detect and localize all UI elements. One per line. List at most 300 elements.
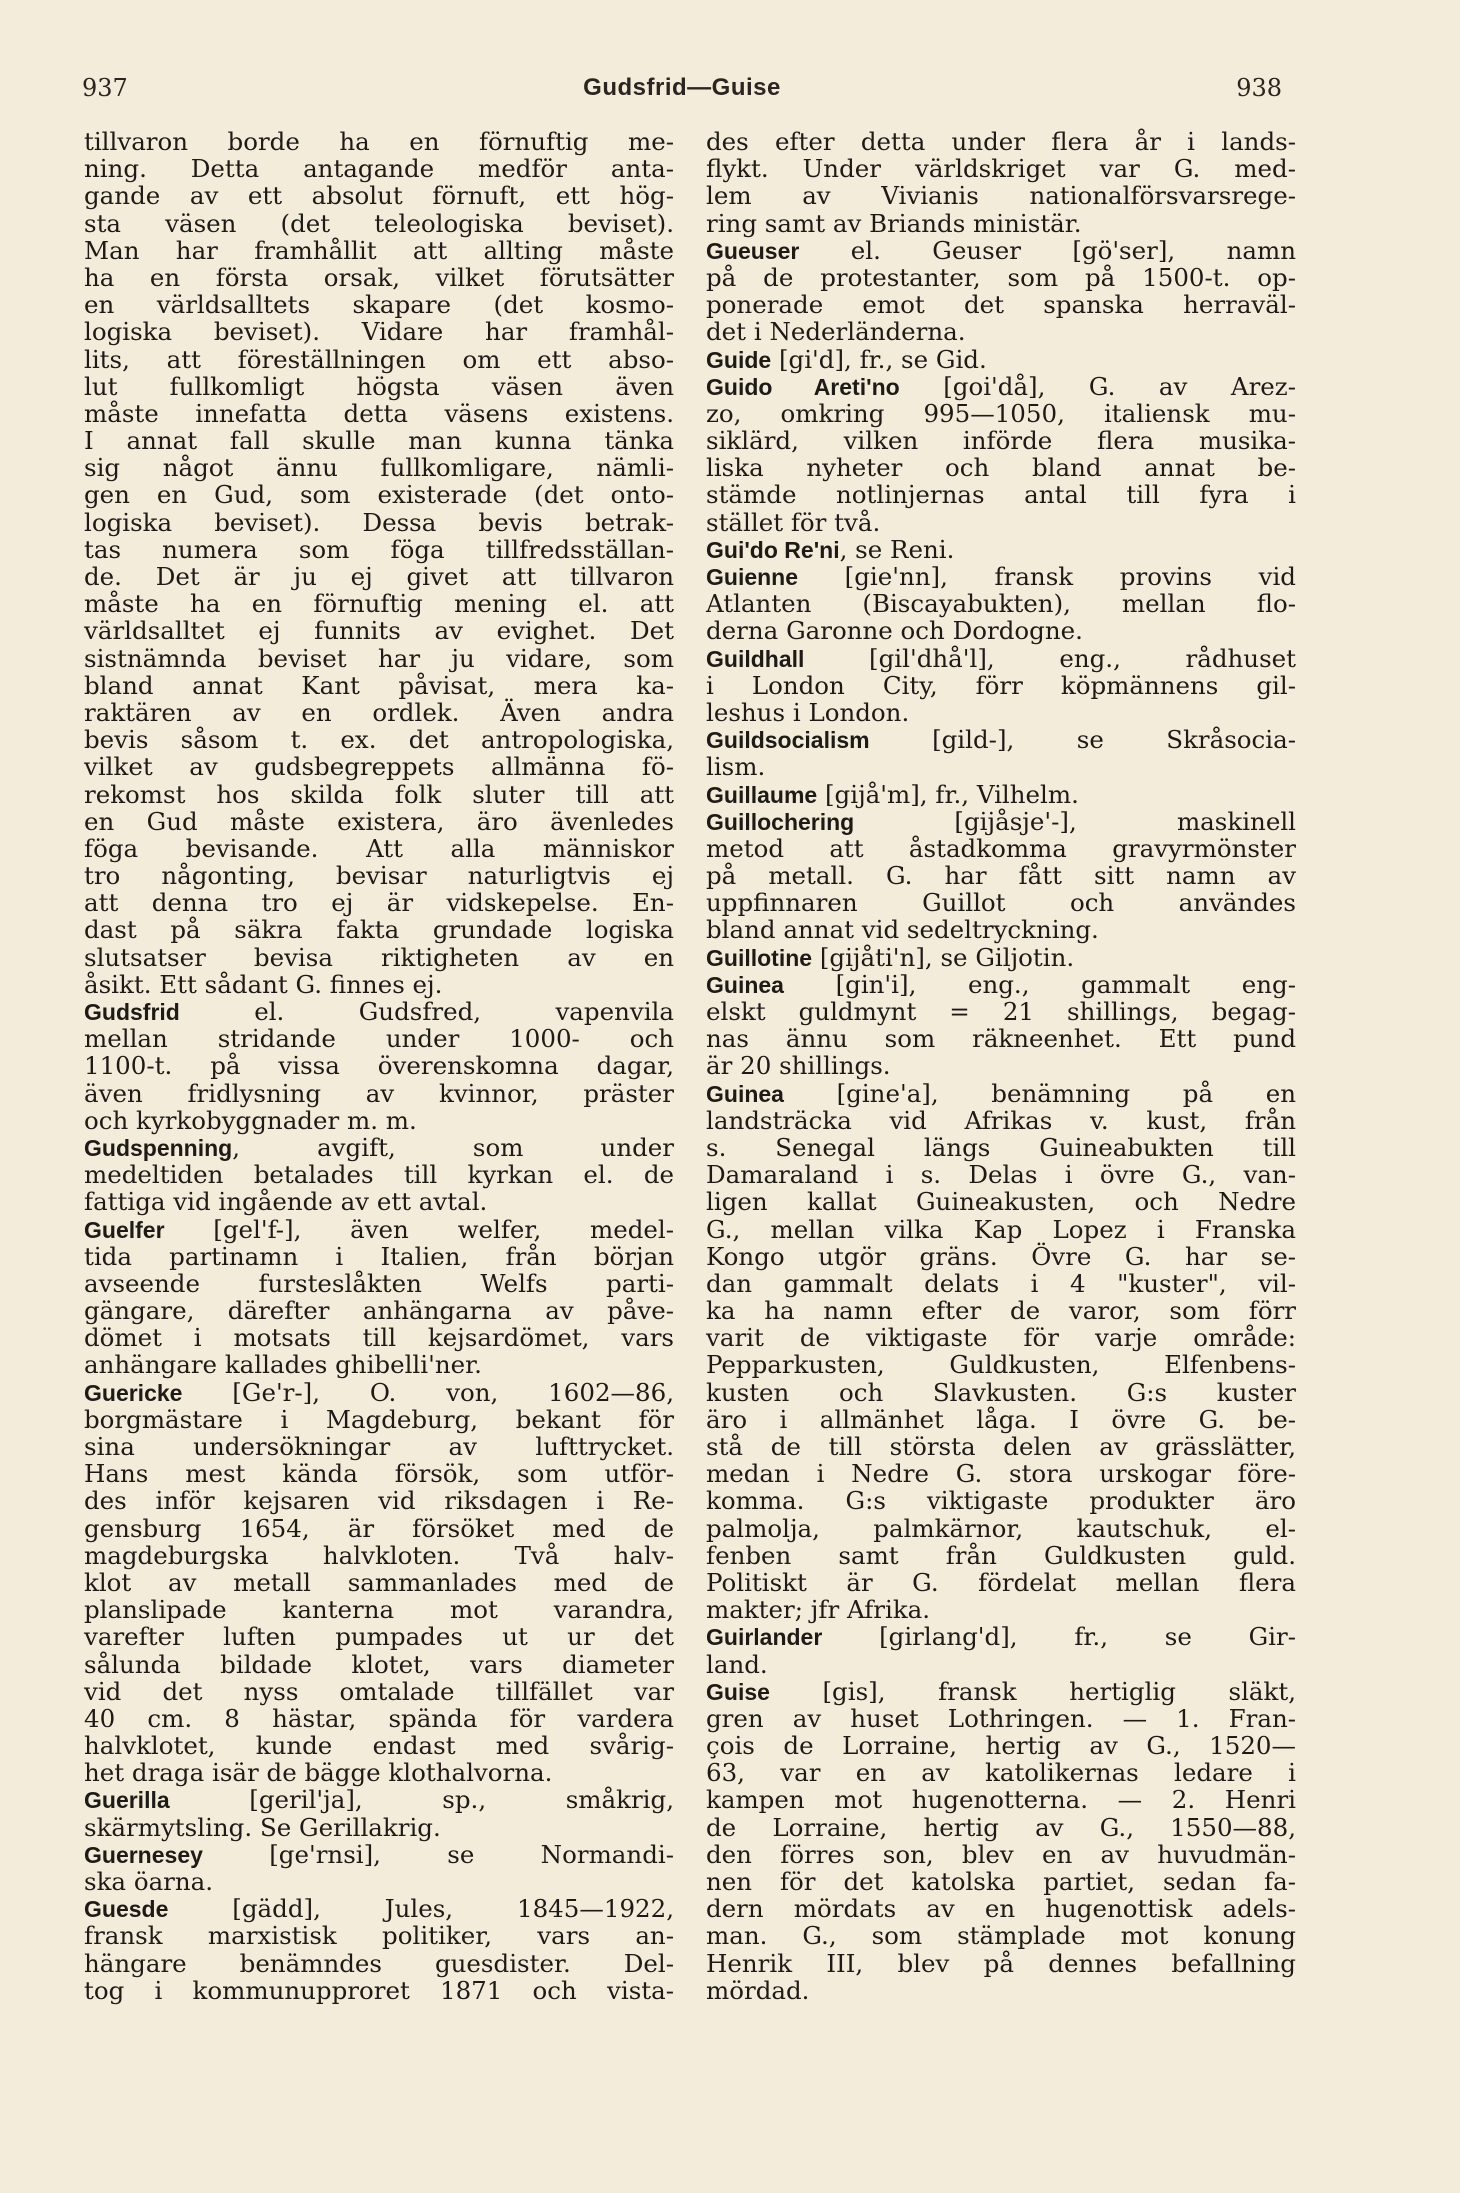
entry-headword: Guillochering [706,808,855,835]
text-line [706,454,1296,481]
text-line [84,536,674,563]
line-text: ning. Detta antagande medför anta- [84,154,674,184]
text-line [706,862,1296,889]
line-text: Man har framhållit att allting måste [84,235,674,265]
text-line [706,1433,1296,1460]
text-line [706,1351,1296,1378]
text-line [84,835,674,862]
text-line [706,427,1296,454]
text-line [84,1052,674,1079]
line-text: nas ännu som räkneenhet. Ett pund [706,1024,1296,1054]
text-line [706,1406,1296,1433]
line-text: [gie'nn], fransk provins vid [798,562,1296,591]
line-text: dast på säkra fakta grundade logiska [84,915,674,945]
text-line [706,1243,1296,1270]
line-text: stå de till största delen av grässlätter, [706,1432,1296,1461]
text-line [84,373,674,400]
line-text: äro i allmänhet låga. I övre G. be- [706,1404,1296,1434]
line-text: [geril'ja], sp., småkrig, [169,1785,674,1815]
text-line [84,672,674,699]
entry-headword: Guernesey [84,1841,203,1868]
line-text: raktären av en ordlek. Även andra [84,697,674,727]
text-line [706,590,1296,617]
entry-headword: Guirlander [706,1624,823,1651]
line-text: måste innefatta detta väsens existens. [84,398,674,428]
text-line [706,1922,1296,1949]
line-text: klot av metall sammanlades med de [84,1567,674,1597]
line-text: komma. G:s viktigaste produkter äro [706,1486,1296,1516]
text-line [706,726,1296,753]
text-line [84,1678,674,1705]
text-line [84,1515,674,1542]
text-line [84,1569,674,1596]
text-line [84,1161,674,1188]
right-page-number: 938 [1236,74,1282,102]
text-line [84,1324,674,1351]
text-line [706,264,1296,291]
line-text: anhängare kallades ghibelli'ner. [84,1350,482,1380]
text-line [706,1705,1296,1732]
line-text: metod att åstadkomma gravyrmönster [706,833,1296,863]
text-line [84,155,674,182]
line-text: , se Reni. [839,534,955,564]
line-text: gängare, därefter anhängarna av påve- [84,1296,674,1326]
line-text: 1100-t. på vissa överenskomna dagar, [84,1051,674,1081]
line-text: rekomst hos skilda folk sluter till att [84,779,674,809]
line-text: på metall. G. har fått sitt namn av [706,861,1296,891]
line-text: sålunda bildade klotet, vars diameter [84,1649,674,1679]
line-text: tida partinamn i Italien, från början [84,1241,674,1271]
right-text-column [706,128,1296,2004]
text-line [706,1379,1296,1406]
line-text: palmolja, palmkärnor, kautschuk, el- [706,1513,1296,1543]
entry-headword: Guillaume [706,781,818,808]
text-line [706,1107,1296,1134]
text-line [706,1542,1296,1569]
line-text: 40 cm. 8 hästar, spända för vardera [84,1703,674,1733]
line-text: måste ha en förnuftig mening el. att [84,589,674,619]
text-line [84,1243,674,1270]
line-text: flykt. Under världskriget var G. med- [706,154,1296,184]
text-line [706,210,1296,237]
text-line [706,1569,1296,1596]
text-line [84,1732,674,1759]
entry-headword: Guildsocialism [706,727,870,754]
line-text: Hans mest kända försök, som utför- [84,1459,674,1489]
line-text: ska öarna. [84,1867,214,1896]
line-text: [gis], fransk hertiglig släkt, [769,1676,1296,1706]
text-line [84,1134,674,1161]
text-line [706,536,1296,563]
line-text: Damaraland i s. Delas i övre G., van- [706,1160,1296,1190]
line-text: çois de Lorraine, hertig av G., 1520— [706,1731,1296,1761]
text-line [84,128,674,155]
line-text: ka ha namn efter de varor, som förr [706,1296,1296,1326]
line-text: tro någonting, bevisar naturligtvis ej [84,861,674,891]
line-text: [gi'd], fr., se Gid. [771,344,987,374]
left-page-number: 937 [82,74,128,102]
text-line [84,346,674,373]
line-text: hängare benämndes guesdister. Del- [84,1948,674,1978]
text-line [706,944,1296,971]
line-text: 63, var en av katolikernas ledare i [706,1758,1296,1788]
line-text: [gijåti'n], se Giljotin. [812,942,1075,972]
text-line [84,182,674,209]
line-text: Atlanten (Biscayabukten), mellan flo- [706,589,1296,619]
running-title: Gudsfrid—Guise [583,74,781,101]
text-line [706,1297,1296,1324]
line-text: föga bevisande. Att alla människor [84,833,674,863]
line-text: tillvaron borde ha en förnuftig me- [84,127,674,156]
line-text: en Gud måste existera, äro ävenledes [84,806,674,836]
text-line [706,318,1296,345]
line-text: Politiskt är G. fördelat mellan flera [706,1567,1296,1597]
line-text: [girlang'd], fr., se Gir- [822,1622,1296,1652]
line-text: dern mördats av en hugenottisk adels- [706,1894,1296,1924]
line-text: slutsatser bevisa riktigheten av en [84,942,674,972]
text-line [706,699,1296,726]
text-line [84,944,674,971]
line-text: liska nyheter och bland annat be- [706,453,1296,483]
text-line [706,1052,1296,1079]
text-line [84,1651,674,1678]
line-text: den förres son, blev en av huvudmän- [706,1839,1296,1869]
text-line [84,1623,674,1650]
line-text: lism. [706,752,766,782]
text-line [84,753,674,780]
text-line [84,318,674,345]
text-line [84,998,674,1025]
text-line [706,617,1296,644]
text-line [706,182,1296,209]
text-line [706,889,1296,916]
text-line [706,1134,1296,1161]
entry-headword: Guerilla [84,1787,170,1814]
line-text: Pepparkusten, Guldkusten, Elfenbens- [706,1350,1296,1380]
line-text: varit de viktigaste för varje område: [706,1323,1296,1353]
text-line [84,1379,674,1406]
line-text: tas numera som föga tillfredsställan- [84,534,674,564]
line-text: halvklotet, kunde endast med svårig- [84,1731,674,1761]
text-line [84,1841,674,1868]
line-text: land. [706,1649,768,1679]
text-line [706,753,1296,780]
line-text: medeltiden betalades till kyrkan el. de [84,1160,674,1190]
line-text: el. Gudsfred, vapenvila [179,997,674,1026]
text-line [706,998,1296,1025]
line-text: en världsalltets skapare (det kosmo- [84,290,674,320]
text-line [706,1460,1296,1487]
text-line [706,1216,1296,1243]
line-text: gande av ett absolut förnuft, ett hög- [84,181,674,211]
text-line [84,1460,674,1487]
line-text: , avgift, som under [232,1132,674,1162]
text-line [706,1025,1296,1052]
line-text: dan gammalt delats i 4 "kuster", vil- [706,1268,1296,1298]
line-text: vid det nyss omtalade tillfället var [84,1676,674,1706]
line-text: zo, omkring 995—1050, italiensk mu- [706,398,1296,428]
text-line [84,563,674,590]
line-text: sina undersökningar av lufttrycket. [84,1432,674,1461]
line-text: är 20 shillings. [706,1051,891,1081]
text-line [84,699,674,726]
line-text: medan i Nedre G. stora urskogar före- [706,1459,1296,1489]
text-line [706,1515,1296,1542]
text-line [706,672,1296,699]
text-line [84,1433,674,1460]
text-line [706,1487,1296,1514]
line-text: planslipade kanterna mot varandra, [84,1595,674,1625]
text-line [84,481,674,508]
text-line [84,1297,674,1324]
text-line [84,427,674,454]
text-line [706,481,1296,508]
line-text: lem av Vivianis nationalförsvarsrege- [706,181,1296,211]
text-line [706,237,1296,264]
line-text: även fridlysning av kvinnor, präster [84,1078,674,1108]
text-line [706,835,1296,862]
text-line [706,1080,1296,1107]
text-line [706,1596,1296,1623]
line-text: i London City, förr köpmännens gil- [706,670,1296,700]
line-text: åsikt. Ett sådant G. finnes ej. [84,969,443,999]
line-text: bland annat Kant påvisat, mera ka- [84,670,674,700]
line-text: [ge'rnsi], se Normandi- [202,1839,674,1869]
text-line [84,1705,674,1732]
running-header [82,74,1282,114]
line-text: fattiga vid ingående av ett avtal. [84,1187,488,1217]
line-text: leshus i London. [706,697,910,727]
entry-headword: Guinea [706,971,784,998]
line-text: bland annat vid sedeltryckning. [706,915,1099,945]
line-text: fransk marxistisk politiker, vars an- [84,1921,674,1951]
line-text: gen en Gud, som existerade (det onto- [84,480,674,510]
line-text: gren av huset Lothringen. — 1. Fran- [706,1703,1296,1733]
text-line [84,590,674,617]
text-line [84,291,674,318]
entry-headword: Gudspenning [84,1134,233,1161]
text-line [84,1188,674,1215]
text-line [84,916,674,943]
text-line [84,1216,674,1243]
text-line [706,1651,1296,1678]
line-text: [gild-], se Skråsocia- [869,725,1296,755]
text-line [84,889,674,916]
text-line [706,1623,1296,1650]
text-line [706,1977,1296,2004]
line-text: ring samt av Briands ministär. [706,208,1082,238]
text-line [84,1596,674,1623]
text-line [706,916,1296,943]
text-line [84,1025,674,1052]
line-text: stämde notlinjernas antal till fyra i [706,480,1296,510]
line-text: lits, att föreställningen om ett abso- [84,344,674,374]
line-text: [Ge'r-], O. von, 1602—86, [182,1377,674,1407]
line-text: ligen kallat Guineakusten, och Nedre [706,1187,1296,1217]
text-line [84,1270,674,1297]
text-line [706,1324,1296,1351]
line-text: stället för två. [706,507,881,537]
text-line [706,346,1296,373]
line-text: ponerade emot det spanska herraväl- [706,290,1296,320]
line-text: gensburg 1654, är försöket med de [84,1513,674,1543]
text-line [706,645,1296,672]
text-line [706,808,1296,835]
text-line [84,1895,674,1922]
text-line [84,1786,674,1813]
line-text: bevis såsom t. ex. det antropologiska, [84,725,674,755]
text-line [84,1868,674,1895]
text-line [706,1868,1296,1895]
line-text: [goi'då], G. av Arez- [899,371,1296,401]
line-text: att denna tro ej är vidskepelse. En- [84,888,674,918]
entry-headword: Guise [706,1678,770,1705]
line-text: på de protestanter, som på 1500-t. op- [706,262,1296,292]
line-text: het draga isär de bägge klothalvorna. [84,1758,553,1788]
line-text: de. Det är ju ej givet att tillvaron [84,562,674,591]
entry-headword: Guesde [84,1896,169,1923]
line-text: landsträcka vid Afrikas v. kust, från [706,1105,1296,1135]
entry-headword: Gudsfrid [84,999,180,1025]
entry-headword: Guide [706,346,772,373]
text-line [706,563,1296,590]
text-line [84,1977,674,2004]
line-text: [gijåsje'-], maskinell [854,806,1296,836]
text-line [84,1542,674,1569]
line-text: de Lorraine, hertig av G., 1550—88, [706,1812,1296,1842]
text-line [706,1841,1296,1868]
text-line [706,128,1296,155]
line-text: det i Nederländerna. [706,317,966,347]
line-text: I annat fall skulle man kunna tänka [84,426,674,456]
text-line [84,1922,674,1949]
entry-headword: Guido Areti'no [706,373,900,400]
text-line [706,1161,1296,1188]
line-text: dömet i motsats till kejsardömet, vars [84,1323,674,1353]
line-text: fenben samt från Guldkusten guld. [706,1540,1296,1570]
line-text: ha en första orsak, vilket förutsätter [84,262,674,292]
line-text: siklärd, vilken införde flera musika- [706,426,1296,456]
line-text: [gädd], Jules, 1845—1922, [168,1894,674,1924]
line-text: mellan stridande under 1000- och [84,1024,674,1054]
text-line [84,617,674,644]
text-line [706,1895,1296,1922]
text-line [84,454,674,481]
line-text: varefter luften pumpades ut ur det [84,1622,674,1652]
line-text: och kyrkobyggnader m. m. [84,1105,417,1135]
text-line [706,509,1296,536]
text-line [84,1107,674,1134]
line-text: [gil'dhå'l], eng., rådhuset [804,643,1296,673]
entry-headword: Guinea [706,1080,784,1107]
line-text: Kongo utgör gräns. Övre G. har se- [706,1241,1296,1271]
line-text: logiska beviset). Vidare har framhål- [84,317,674,347]
text-line [84,400,674,427]
entry-headword: Guildhall [706,645,805,672]
text-line [84,264,674,291]
line-text: uppfinnaren Guillot och användes [706,888,1296,918]
text-line [84,509,674,536]
text-line [84,1759,674,1786]
text-line [84,1814,674,1841]
line-text: [gijå'm], fr., Vilhelm. [817,779,1079,809]
text-line [84,1487,674,1514]
line-text: magdeburgska halvkloten. Två halv- [84,1540,674,1570]
line-text: borgmästare i Magdeburg, bekant för [84,1404,674,1434]
line-text: s. Senegal längs Guineabukten till [706,1132,1296,1162]
text-line [706,155,1296,182]
line-text: [gel'f-], även welfer, medel- [164,1214,674,1244]
text-line [706,1814,1296,1841]
text-line [84,781,674,808]
line-text: vilket av gudsbegreppets allmänna fö- [84,752,674,782]
entry-headword: Guillotine [706,944,813,971]
line-text: tog i kommunupproret 1871 och vista- [84,1975,674,2005]
entry-headword: Gui'do Re'ni [706,536,840,563]
entry-headword: Guelfer [84,1216,165,1243]
line-text: sig något ännu fullkomligare, nämli- [84,453,674,483]
text-line [84,1351,674,1378]
line-text: avseende fursteslåkten Welfs parti- [84,1268,674,1298]
line-text: lut fullkomligt högsta väsen även [84,371,674,401]
text-line [84,645,674,672]
entry-headword: Gueuser [706,237,800,264]
line-text: mördad. [706,1975,810,2005]
line-text: Henrik III, blev på dennes befallning [706,1948,1296,1978]
line-text: skärmytsling. Se Gerillakrig. [84,1812,441,1842]
line-text: logiska beviset). Dessa bevis betrak- [84,507,674,537]
text-line [706,781,1296,808]
text-line [706,291,1296,318]
text-line [84,1406,674,1433]
entry-headword: Guericke [84,1379,183,1406]
text-line [84,1950,674,1977]
text-line [84,971,674,998]
text-line [84,237,674,264]
text-line [706,400,1296,427]
line-text: des efter detta under flera år i lands- [706,127,1296,156]
text-line [84,726,674,753]
line-text: [gine'a], benämning på en [783,1078,1296,1108]
left-text-column [84,128,674,2004]
line-text: [gin'i], eng., gammalt eng- [783,969,1296,999]
line-text: el. Geuser [gö'ser], namn [799,235,1296,265]
text-line [84,808,674,835]
text-line [706,1950,1296,1977]
line-text: kusten och Slavkusten. G:s kuster [706,1377,1296,1407]
text-line [84,1080,674,1107]
line-text: derna Garonne och Dordogne. [706,616,1083,646]
line-text: världsalltet ej funnits av evighet. Det [84,616,674,646]
line-text: sta väsen (det teleologiska beviset). [84,208,674,238]
entry-headword: Guienne [706,564,799,590]
line-text: makter; jfr Afrika. [706,1595,931,1625]
line-text: kampen mot hugenotterna. — 2. Henri [706,1785,1296,1815]
text-line [706,971,1296,998]
line-text: elskt guldmynt = 21 shillings, begag- [706,997,1296,1026]
line-text: nen för det katolska partiet, sedan fa- [706,1867,1296,1896]
line-text: man. G., som stämplade mot konung [706,1921,1296,1951]
line-text: sistnämnda beviset har ju vidare, som [84,643,674,673]
line-text: des inför kejsaren vid riksdagen i Re- [84,1486,674,1516]
text-line [706,373,1296,400]
text-line [706,1732,1296,1759]
text-line [706,1270,1296,1297]
line-text: G., mellan vilka Kap Lopez i Franska [706,1214,1296,1244]
text-line [706,1678,1296,1705]
text-line [706,1188,1296,1215]
text-line [706,1786,1296,1813]
